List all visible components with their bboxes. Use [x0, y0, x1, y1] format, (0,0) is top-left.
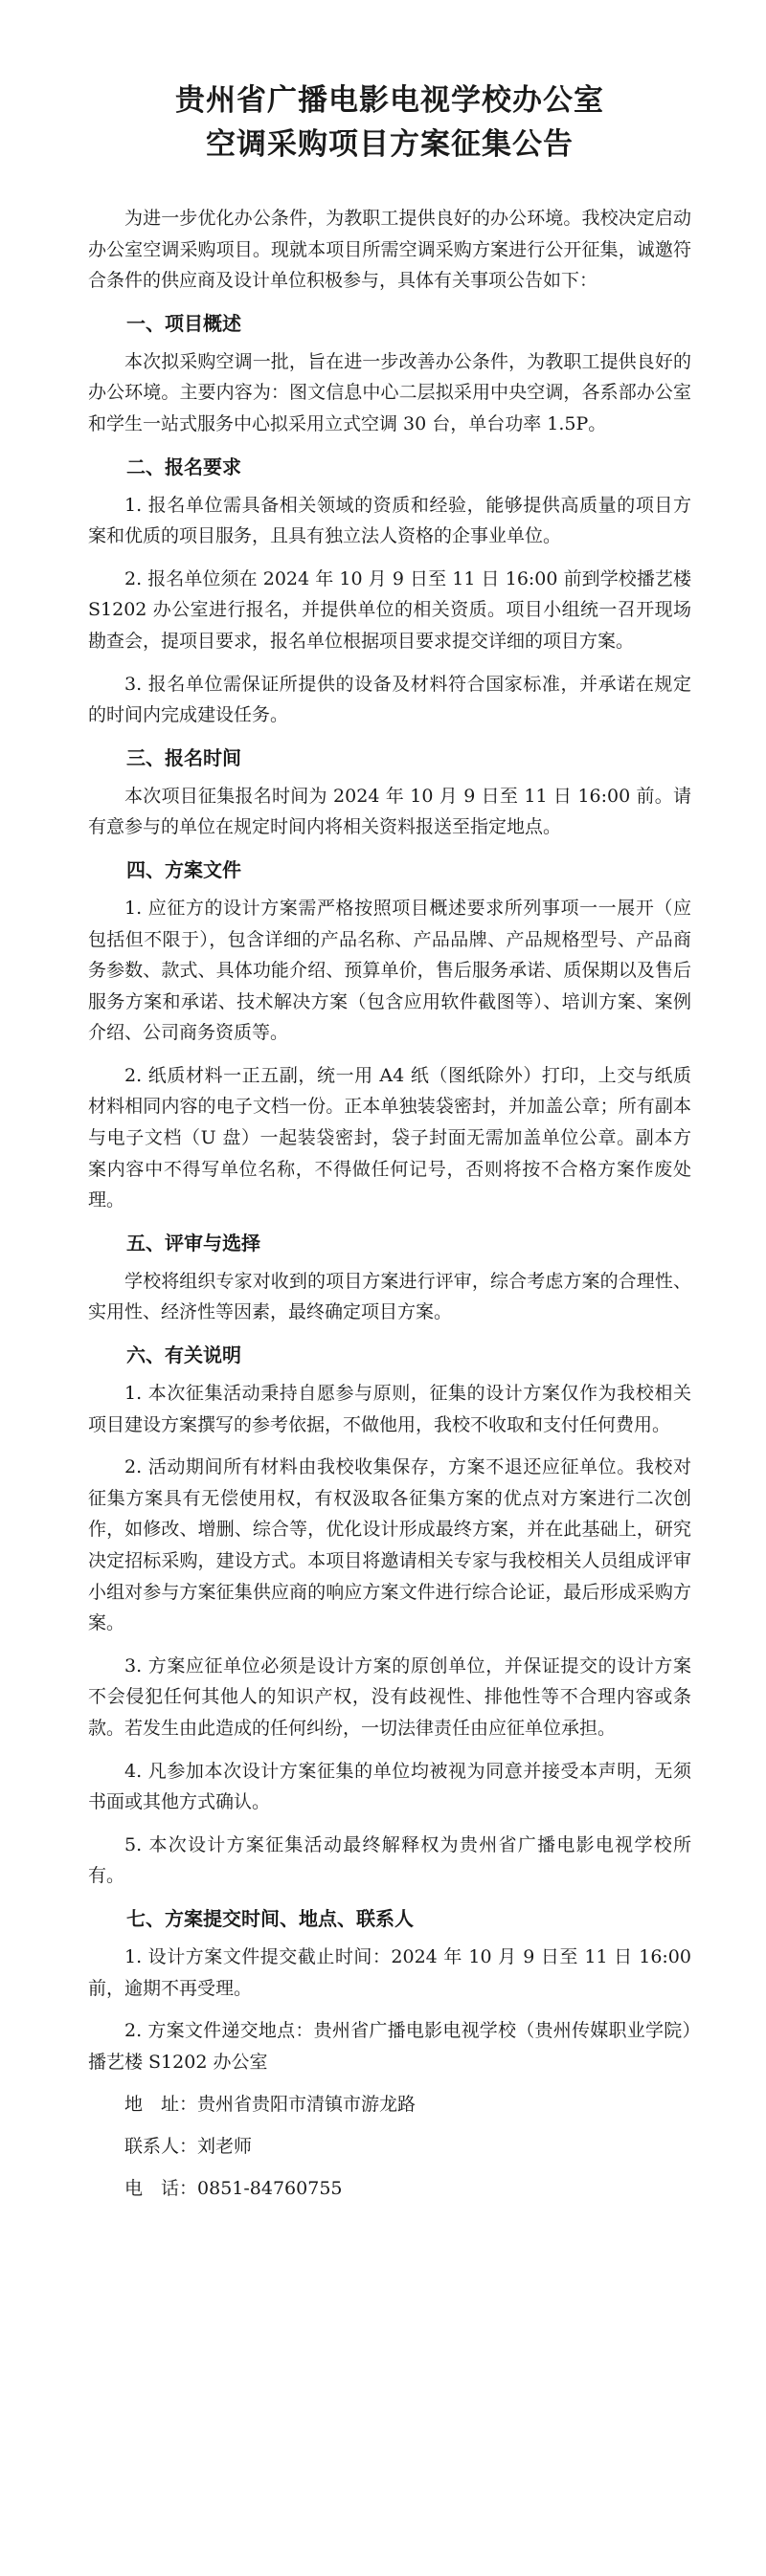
section-paragraph: 2. 纸质材料一正五副，统一用 A4 纸（图纸除外）打印，上交与纸质材料相同内容的电子文档一份。正本单独装袋密封，并加盖公章；所有副本与电子文档（U 盘）一起装袋密封，袋子封面无需加盖单位公章。副本方案内容中不得写单位名称，不得做任何记号，否则将按不合格方案作废处理。	[88, 1064, 691, 1211]
document-title	[88, 78, 691, 167]
title-line-1: 贵州省广播电影电视学校办公室	[175, 83, 604, 118]
section-paragraph: 1. 设计方案文件提交截止时间：2024 年 10 月 9 日至 11 日 16:00 前，逾期不再受理。	[88, 1945, 691, 1999]
section-paragraph: 本次拟采购空调一批，旨在进一步改善办公条件，为教职工提供良好的办公环境。主要内容为：图文信息中心二层拟采用中央空调，各系部办公室和学生一站式服务中心拟采用立式空调 30 台，单台功率 1.5P。	[88, 350, 691, 434]
section	[88, 1903, 691, 2077]
section-paragraph: 2. 报名单位须在 2024 年 10 月 9 日至 11 日 16:00 前到学校播艺楼 S1202 办公室进行报名，并提供单位的相关资质。项目小组统一召开现场勘查会，提项目要求，报名单位根据项目要求提交详细的项目方案。	[88, 567, 691, 652]
section-paragraph: 5. 本次设计方案征集活动最终解释权为贵州省广播电影电视学校所有。	[88, 1833, 691, 1887]
section-heading: 二、报名要求	[126, 455, 241, 478]
section-heading: 五、评审与选择	[126, 1231, 260, 1255]
phone-label: 电 话：	[124, 2178, 198, 2200]
sections-container	[88, 308, 691, 2078]
person-value: 刘老师	[197, 2136, 253, 2158]
section	[88, 1340, 691, 1892]
title-line-2: 空调采购项目方案征集公告	[206, 127, 574, 162]
person-label: 联系人：	[124, 2136, 198, 2158]
address-value: 贵州省贵阳市清镇市游龙路	[197, 2094, 417, 2116]
section-heading: 六、有关说明	[126, 1344, 241, 1367]
section-paragraph: 1. 报名单位需具备相关领域的资质和经验，能够提供高质量的项目方案和优质的项目服务，且具有独立法人资格的企事业单位。	[88, 494, 691, 547]
address-label: 地 址：	[124, 2094, 198, 2116]
section	[88, 452, 691, 731]
section-paragraph: 3. 报名单位需保证所提供的设备及材料符合国家标准，并承诺在规定的时间内完成建设任务。	[88, 673, 691, 726]
section	[88, 743, 691, 843]
section	[88, 1228, 691, 1328]
section-paragraph: 2. 活动期间所有材料由我校收集保存，方案不退还应征单位。我校对征集方案具有无偿使用权，有权汲取各征集方案的优点对方案进行二次创作，如修改、增删、综合等，优化设计形成最终方案，并在此基础上，研究决定招标采购，建设方式。本项目将邀请相关专家与我校相关人员组成评审小组对参与方案征集供应商的响应方案文件进行综合论证，最后形成采购方案。	[88, 1456, 691, 1634]
section-heading: 三、报名时间	[126, 745, 241, 769]
section	[88, 855, 691, 1216]
section-heading: 一、项目概述	[126, 311, 241, 335]
contact-address	[88, 2089, 691, 2120]
section-paragraph: 2. 方案文件递交地点：贵州省广播电影电视学校（贵州传媒职业学院）播艺楼 S1202 办公室	[88, 2020, 691, 2073]
contact-phone	[88, 2173, 691, 2204]
section-paragraph: 1. 应征方的设计方案需严格按照项目概述要求所列事项一一展开（应包括但不限于），包含详细的产品名称、产品品牌、产品规格型号、产品商务参数、款式、具体功能介绍、预算单价，售后服务承诺、质保期以及售后服务方案和承诺、技术解决方案（包含应用软件截图等）、培训方案、案例介绍、公司商务资质等。	[88, 897, 691, 1044]
section-paragraph: 1. 本次征集活动秉持自愿参与原则，征集的设计方案仅作为我校相关项目建设方案撰写的参考依据，不做他用，我校不收取和支付任何费用。	[88, 1383, 691, 1435]
contact-person	[88, 2131, 691, 2162]
intro-paragraph: 为进一步优化办公条件，为教职工提供良好的办公环境。我校决定启动办公室空调采购项目。现就本项目所需空调采购方案进行公开征集，诚邀符合条件的供应商及设计单位积极参与，具体有关事项公告如下：	[88, 208, 691, 292]
contact-block	[88, 2089, 691, 2204]
phone-value: 0851-84760755	[197, 2178, 343, 2200]
section-paragraph: 3. 方案应征单位必须是设计方案的原创单位，并保证提交的设计方案不会侵犯任何其他人的知识产权，没有歧视性、排他性等不合理内容或条款。若发生由此造成的任何纠纷，一切法律责任由应征单位承担。	[88, 1654, 691, 1739]
section-paragraph: 4. 凡参加本次设计方案征集的单位均被视为同意并接受本声明，无须书面或其他方式确认。	[88, 1760, 691, 1813]
section	[88, 308, 691, 440]
section-paragraph: 学校将组织专家对收到的项目方案进行评审，综合考虑方案的合理性、实用性、经济性等因素，最终确定项目方案。	[88, 1270, 691, 1323]
section-heading: 四、方案文件	[126, 857, 241, 881]
section-paragraph: 本次项目征集报名时间为 2024 年 10 月 9 日至 11 日 16:00 前。请有意参与的单位在规定时间内将相关资料报送至指定地点。	[88, 785, 691, 838]
section-heading: 七、方案提交时间、地点、联系人	[126, 1906, 414, 1930]
